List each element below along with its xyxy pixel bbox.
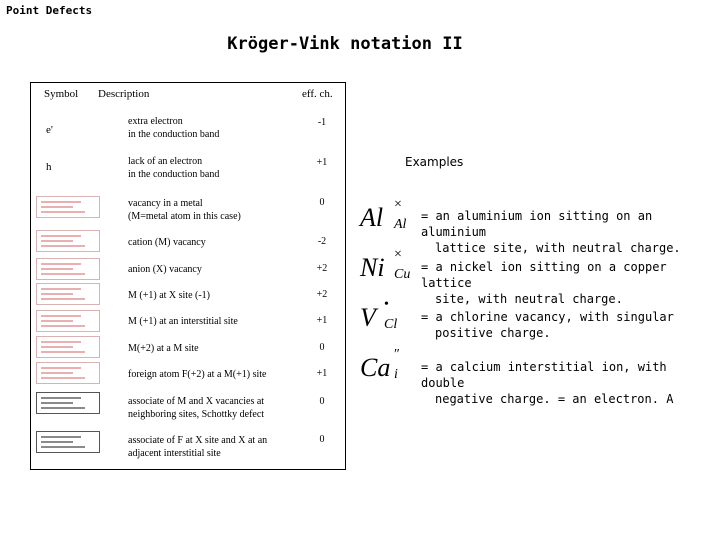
row-effective-charge: -1 xyxy=(317,117,327,128)
row-description: associate of F at X site and X at an adjacent interstitial site xyxy=(128,435,268,459)
row-symbol: h xyxy=(46,161,52,173)
row-description: vacancy in a metal (M=metal atom in this case) xyxy=(128,198,241,222)
symbol-image-placeholder xyxy=(36,392,100,414)
symbol-image-placeholder xyxy=(36,283,100,305)
example-description: = a chlorine vacancy, with singular positive charge. xyxy=(421,310,674,340)
row-effective-charge: 0 xyxy=(319,396,325,407)
row-effective-charge: +2 xyxy=(316,289,328,300)
row-description: M (+1) at X site (-1) xyxy=(128,290,211,301)
row-effective-charge: -2 xyxy=(317,236,327,247)
section-header: Point Defects xyxy=(6,4,93,17)
row-effective-charge: +2 xyxy=(316,263,328,274)
example-description: = a calcium interstitial ion, with double negative charge. = an electron. A xyxy=(421,360,674,406)
row-description: M (+1) at an interstitial site xyxy=(128,316,238,327)
row-effective-charge: 0 xyxy=(319,434,325,445)
row-effective-charge: 0 xyxy=(319,197,325,208)
row-description: anion (X) vacancy xyxy=(128,264,202,275)
row-effective-charge: 0 xyxy=(319,342,325,353)
examples-heading: Examples xyxy=(405,155,464,169)
symbol-image-placeholder xyxy=(36,336,100,358)
row-effective-charge: +1 xyxy=(316,157,328,168)
example-description: = a nickel ion sitting on a copper lattice site, with neutral charge. xyxy=(421,260,667,306)
kroger-vink-symbol: V • Cl xyxy=(360,297,398,332)
kroger-vink-symbol: Al × Al xyxy=(360,197,407,232)
example-description: = an aluminium ion sitting on an aluminium lattice site, with neutral charge. xyxy=(421,209,681,255)
symbol-image-placeholder xyxy=(36,196,100,218)
column-header-eff: eff. ch. xyxy=(302,88,333,100)
symbol-image-placeholder xyxy=(36,362,100,384)
row-description: lack of an electron in the conduction band xyxy=(128,156,220,180)
row-description: cation (M) vacancy xyxy=(128,237,206,248)
row-description: extra electron in the conduction band xyxy=(128,116,220,140)
symbol-image-placeholder xyxy=(36,230,100,252)
row-effective-charge: +1 xyxy=(316,368,328,379)
row-description: M(+2) at a M site xyxy=(128,343,199,354)
row-symbol: e' xyxy=(46,124,53,136)
page-title: Kröger-Vink notation II xyxy=(227,34,463,54)
symbol-image-placeholder xyxy=(36,258,100,280)
kroger-vink-symbol: Ni × Cu xyxy=(360,247,411,282)
kroger-vink-symbol: Ca ″ i xyxy=(360,347,400,382)
column-header-description: Description xyxy=(98,88,150,100)
row-effective-charge: +1 xyxy=(316,315,328,326)
symbol-image-placeholder xyxy=(36,310,100,332)
row-description: associate of M and X vacancies at neighboring sites, Schottky defect xyxy=(128,396,265,420)
column-header-symbol: Symbol xyxy=(44,88,79,100)
row-description: foreign atom F(+2) at a M(+1) site xyxy=(128,369,267,380)
symbol-image-placeholder xyxy=(36,431,100,453)
